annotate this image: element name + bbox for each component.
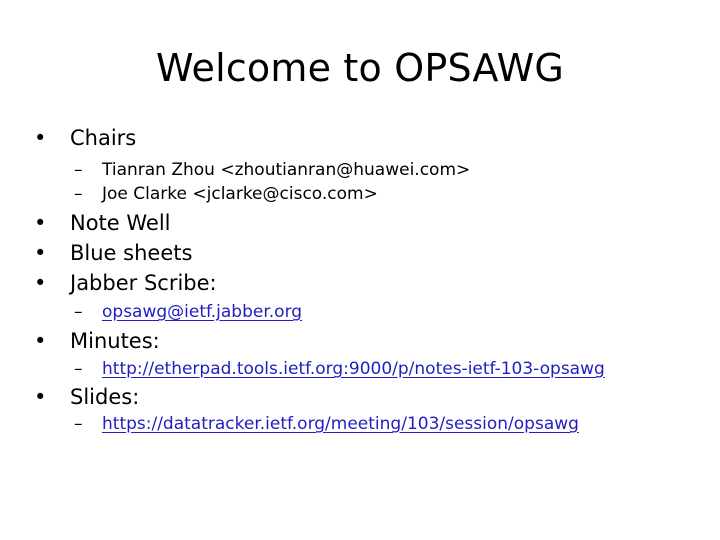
bullet-icon: •	[34, 271, 47, 295]
subitem-minutes-link	[74, 357, 605, 381]
dash-icon: –	[74, 414, 83, 434]
dash-icon: –	[74, 160, 83, 180]
subitem-jabber-link	[74, 300, 302, 324]
bullet-label: Minutes:	[70, 329, 160, 353]
slides-datatracker-link[interactable]: https://datatracker.ietf.org/meeting/103/session/opsawg	[102, 414, 579, 434]
bullet-jabber-scribe	[34, 269, 217, 297]
slide-title: Welcome to OPSAWG	[155, 46, 565, 90]
bullet-label: Slides:	[70, 385, 140, 409]
jabber-room-link[interactable]: opsawg@ietf.jabber.org	[102, 302, 303, 322]
bullet-note-well	[34, 209, 171, 237]
minutes-etherpad-link[interactable]: http://etherpad.tools.ietf.org:9000/p/notes-ietf-103-opsawg	[102, 359, 605, 379]
subitem-slides-link	[74, 412, 579, 436]
bullet-icon: •	[34, 211, 47, 235]
bullet-minutes	[34, 327, 160, 355]
bullet-label: Note Well	[70, 211, 171, 235]
subitem-label: Tianran Zhou <zhoutianran@huawei.com>	[102, 160, 471, 180]
bullet-icon: •	[34, 329, 47, 353]
subitem-chair-1	[74, 158, 470, 182]
dash-icon: –	[74, 302, 83, 322]
bullet-icon: •	[34, 385, 47, 409]
subitem-chair-2	[74, 182, 378, 206]
subitem-label: Joe Clarke <jclarke@cisco.com>	[102, 184, 378, 204]
dash-icon: –	[74, 184, 83, 204]
bullet-chairs	[34, 124, 136, 152]
bullet-label: Jabber Scribe:	[70, 271, 217, 295]
dash-icon: –	[74, 359, 83, 379]
bullet-blue-sheets	[34, 239, 192, 267]
bullet-slides	[34, 383, 139, 411]
bullet-icon: •	[34, 126, 47, 150]
bullet-label: Chairs	[70, 126, 137, 150]
bullet-label: Blue sheets	[70, 241, 193, 265]
bullet-icon: •	[34, 241, 47, 265]
